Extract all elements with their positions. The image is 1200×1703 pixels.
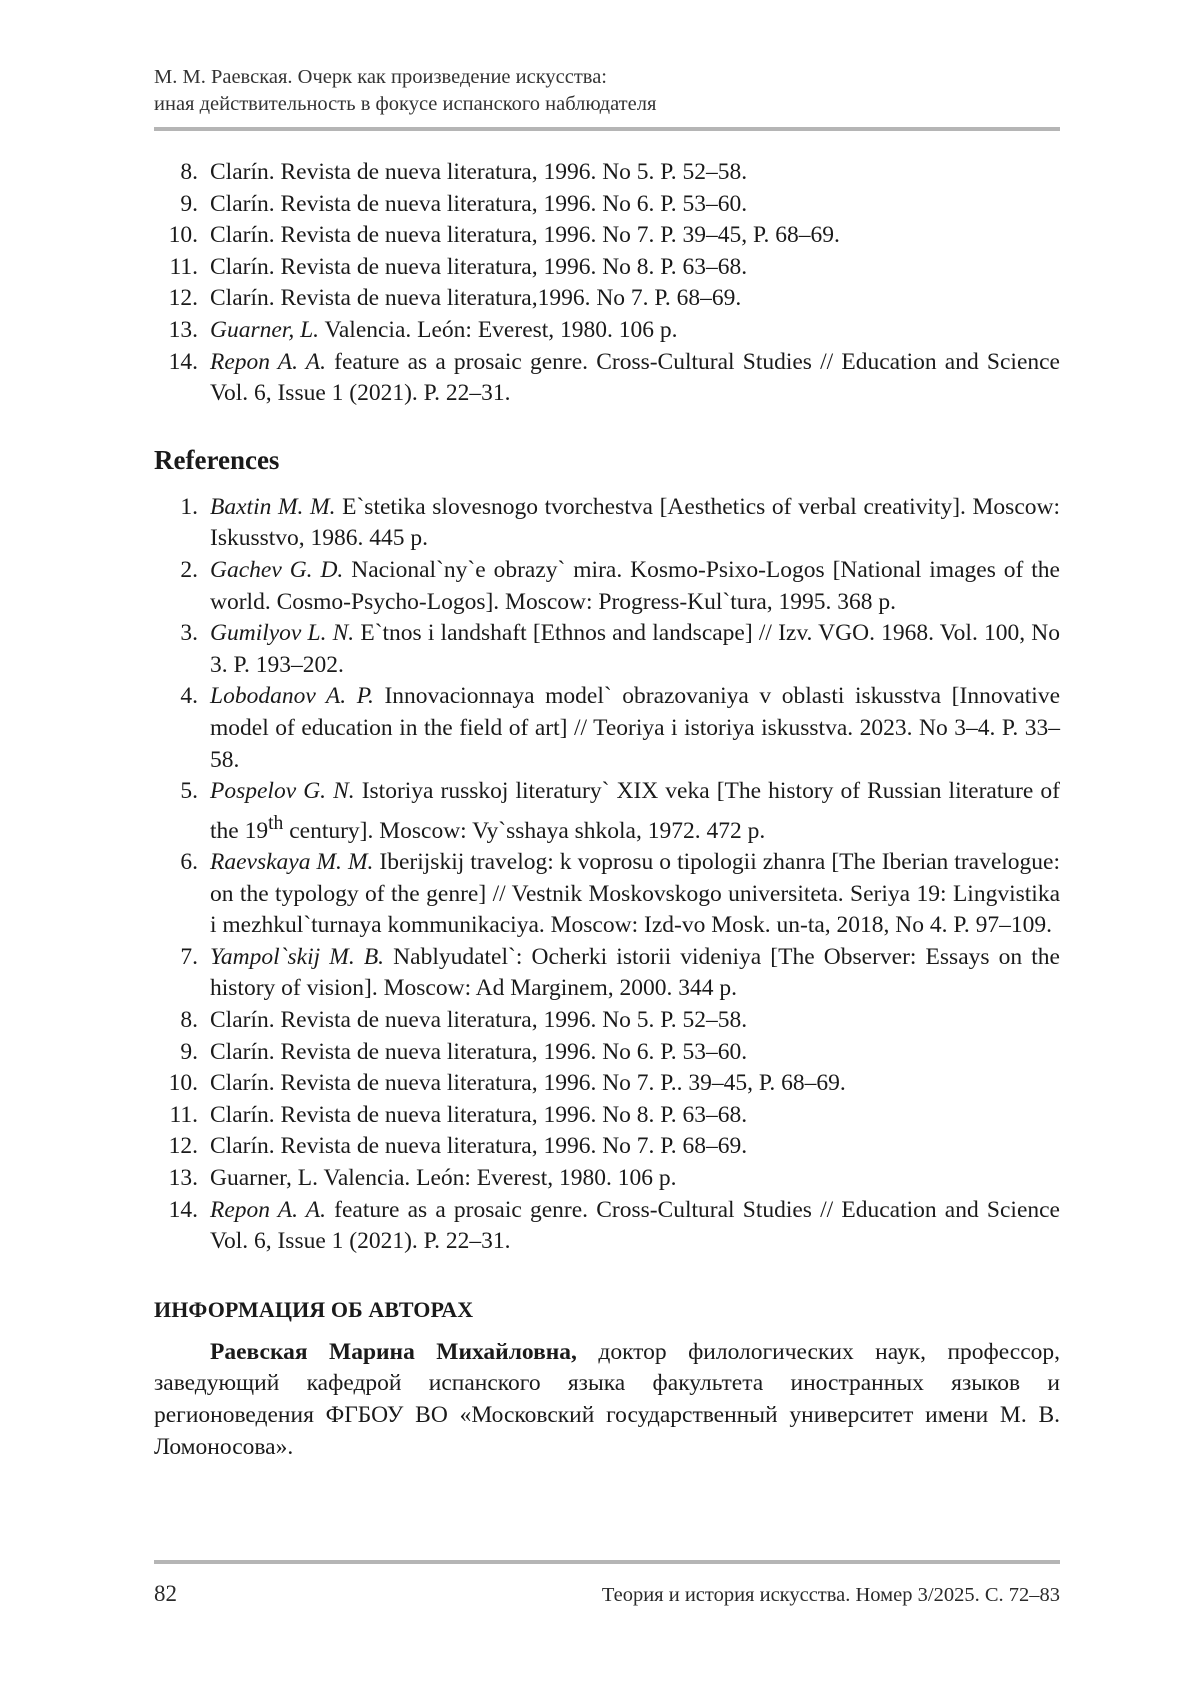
reference-item xyxy=(154,1100,1060,1132)
authors-info-title: ИНФОРМАЦИЯ ОБ АВТОРАХ xyxy=(154,1296,474,1322)
reference-item xyxy=(154,847,1060,942)
reference-item xyxy=(154,492,1060,555)
reference-superscript: th xyxy=(268,812,284,834)
reference-body: feature as a prosaic genre. Cross-Cultural Studies // Education and Science Vol. 6, Issue 1 (2021). P. 22–31. xyxy=(210,1196,1060,1255)
notes-item xyxy=(154,189,1060,221)
journal-citation: Теория и история искусства. Номер 3/2025. С. 72–83 xyxy=(601,1584,1060,1606)
reference-item xyxy=(154,942,1060,1005)
reference-text xyxy=(210,1037,1060,1069)
reference-author: Pospelov G. N. xyxy=(210,778,355,805)
notes-body: feature as a prosaic genre. Cross-Cultural Studies // Education and Science Vol. 6, Issue 1 (2021). P. 22–31. xyxy=(210,348,1060,407)
notes-number: 12. xyxy=(168,285,198,312)
notes-item xyxy=(154,283,1060,315)
reference-body: Iberijskij travelog: k voprosu o tipologii zhanra [The Iberian travelogue: on the typology of the genre] // Vestnik Moskovskogo universiteta. Seriya 19: Lingvistika i mezhkul`turnaya kommunikaciya. Moscow: Izd-vo Mosk. un-ta, 2018, No 4. P. 97–109. xyxy=(210,849,1060,939)
notes-author: Guarner, L. xyxy=(210,316,320,343)
reference-item xyxy=(154,1131,1060,1163)
notes-number: 8. xyxy=(180,159,198,185)
reference-text xyxy=(210,492,1060,555)
reference-text xyxy=(210,1005,1060,1037)
author-bio xyxy=(154,1337,1060,1463)
reference-number: 4. xyxy=(180,683,198,710)
reference-author: Gumilyov L. N. xyxy=(210,620,355,647)
notes-text xyxy=(210,157,1060,189)
notes-body: Clarín. Revista de nueva literatura, 1996. No 8. P. 63–68. xyxy=(210,253,748,280)
reference-author: Yampol`skij M. B. xyxy=(210,943,385,970)
reference-number: 1. xyxy=(180,493,198,520)
running-header xyxy=(154,64,1060,117)
reference-text xyxy=(210,1100,1060,1132)
reference-body: Nacional`ny`e obrazy` mira. Kosmo-Psixo-Logos [National images of the world. Cosmo-Psycho-Logos]. Moscow: Progress-Kul`tura, 1995. 368 p. xyxy=(210,556,1060,615)
notes-author: Repon A. A. xyxy=(210,348,326,375)
reference-body: Clarín. Revista de nueva literatura, 1996. No 7. P.. 39–45, P. 68–69. xyxy=(210,1070,846,1097)
reference-body: Clarín. Revista de nueva literatura, 1996. No 6. P. 53–60. xyxy=(210,1038,748,1065)
reference-number: 13. xyxy=(168,1165,198,1192)
notes-text xyxy=(210,220,1060,252)
reference-item xyxy=(154,776,1060,847)
reference-text xyxy=(210,681,1060,776)
reference-author: Lobodanov A. P. xyxy=(210,683,374,710)
page-number: 82 xyxy=(154,1581,177,1606)
notes-text xyxy=(210,315,1060,347)
notes-list xyxy=(154,157,1060,410)
header-rule xyxy=(154,127,1060,131)
reference-item xyxy=(154,1005,1060,1037)
notes-text xyxy=(210,283,1060,315)
notes-number: 11. xyxy=(169,253,198,280)
reference-body: Clarín. Revista de nueva literatura, 1996. No 5. P. 52–58. xyxy=(210,1007,748,1034)
notes-item xyxy=(154,252,1060,284)
notes-text xyxy=(210,252,1060,284)
reference-text xyxy=(210,1068,1060,1100)
reference-number: 2. xyxy=(180,556,198,583)
reference-body: Innovacionnaya model` obrazovaniya v oblasti iskusstva [Innovative model of education in the field of art] // Teoriya i istoriya iskusstva. 2023. No 3–4. P. 33–58. xyxy=(210,683,1061,773)
author-bio-text: доктор филологических наук, профессор, заведующий кафедрой испанского языка факультета иностранных языков и регионоведения ФГБОУ ВО «Московский государственный университет имени М. В. Ломоносова». xyxy=(154,1338,1061,1460)
reference-item xyxy=(154,1068,1060,1100)
reference-item xyxy=(154,1163,1060,1195)
reference-item xyxy=(154,1195,1060,1258)
reference-number: 5. xyxy=(180,778,198,805)
reference-author: Baxtin M. M. xyxy=(210,493,336,520)
reference-body: Istoriya russkoj literatury` XIX veka [The history of Russian literature of the 19 xyxy=(210,778,1060,844)
reference-number: 6. xyxy=(180,849,198,876)
notes-number: 9. xyxy=(180,190,198,217)
reference-number: 14. xyxy=(168,1196,198,1223)
page-footer xyxy=(154,1560,1060,1607)
reference-text xyxy=(210,555,1060,618)
reference-text xyxy=(210,618,1060,681)
reference-item xyxy=(154,555,1060,618)
footer-rule xyxy=(154,1560,1060,1564)
reference-item xyxy=(154,618,1060,681)
reference-item xyxy=(154,681,1060,776)
reference-text xyxy=(210,1163,1060,1195)
reference-number: 11. xyxy=(169,1101,198,1128)
reference-text xyxy=(210,942,1060,1005)
notes-item xyxy=(154,157,1060,189)
reference-body: E`stetika slovesnogo tvorchestva [Aesthetics of verbal creativity]. Moscow: Iskusstvo, 1986. 445 p. xyxy=(210,493,1060,552)
reference-number: 12. xyxy=(168,1133,198,1160)
notes-body: Valencia. León: Everest, 1980. 106 p. xyxy=(319,316,678,343)
notes-text xyxy=(210,189,1060,221)
reference-number: 8. xyxy=(180,1007,198,1034)
reference-body: Clarín. Revista de nueva literatura, 1996. No 7. P. 68–69. xyxy=(210,1133,748,1160)
reference-body: Guarner, L. Valencia. León: Everest, 1980. 106 p. xyxy=(210,1165,677,1192)
reference-text xyxy=(210,776,1060,847)
reference-body: E`tnos i landshaft [Ethnos and landscape] // Izv. VGO. 1968. Vol. 100, No 3. P. 193–202. xyxy=(210,620,1060,678)
running-header-line-1: М. М. Раевская. Очерк как произведение искусства: xyxy=(154,66,607,88)
notes-number: 14. xyxy=(168,348,198,375)
notes-item xyxy=(154,220,1060,252)
notes-number: 10. xyxy=(168,222,198,249)
reference-body: Clarín. Revista de nueva literatura, 1996. No 8. P. 63–68. xyxy=(210,1101,748,1128)
notes-number: 13. xyxy=(168,316,198,343)
reference-body: Nablyudatel`: Ocherki istorii videniya [The Observer: Essays on the history of vision]. Moscow: Ad Marginem, 2000. 344 p. xyxy=(210,943,1060,1002)
reference-number: 3. xyxy=(180,620,198,647)
reference-author: Repon A. A. xyxy=(210,1196,326,1223)
notes-body: Clarín. Revista de nueva literatura, 1996. No 5. P. 52–58. xyxy=(210,159,748,185)
reference-author: Gachev G. D. xyxy=(210,556,344,583)
notes-body: Clarín. Revista de nueva literatura, 1996. No 7. P. 39–45, P. 68–69. xyxy=(210,222,840,249)
notes-body: Clarín. Revista de nueva literatura,1996. No 7. P. 68–69. xyxy=(210,285,742,312)
running-header-line-2: иная действительность в фокусе испанского наблюдателя xyxy=(154,92,657,115)
reference-number: 10. xyxy=(168,1070,198,1097)
references-list xyxy=(154,492,1060,1258)
notes-item xyxy=(154,315,1060,347)
notes-text xyxy=(210,347,1060,410)
reference-text xyxy=(210,847,1060,942)
reference-author: Raevskaya M. M. xyxy=(210,849,374,876)
author-name: Раевская Марина Михайловна, xyxy=(210,1338,577,1365)
notes-item xyxy=(154,347,1060,410)
document-page xyxy=(154,64,1060,1664)
reference-body-continued: century]. Moscow: Vy`sshaya shkola, 1972. 472 p. xyxy=(283,817,766,844)
reference-text xyxy=(210,1131,1060,1163)
reference-item xyxy=(154,1037,1060,1069)
reference-text xyxy=(210,1195,1060,1258)
reference-number: 7. xyxy=(180,943,198,970)
references-title: References xyxy=(154,444,280,475)
notes-body: Clarín. Revista de nueva literatura, 1996. No 6. P. 53–60. xyxy=(210,190,748,217)
reference-number: 9. xyxy=(180,1038,198,1065)
